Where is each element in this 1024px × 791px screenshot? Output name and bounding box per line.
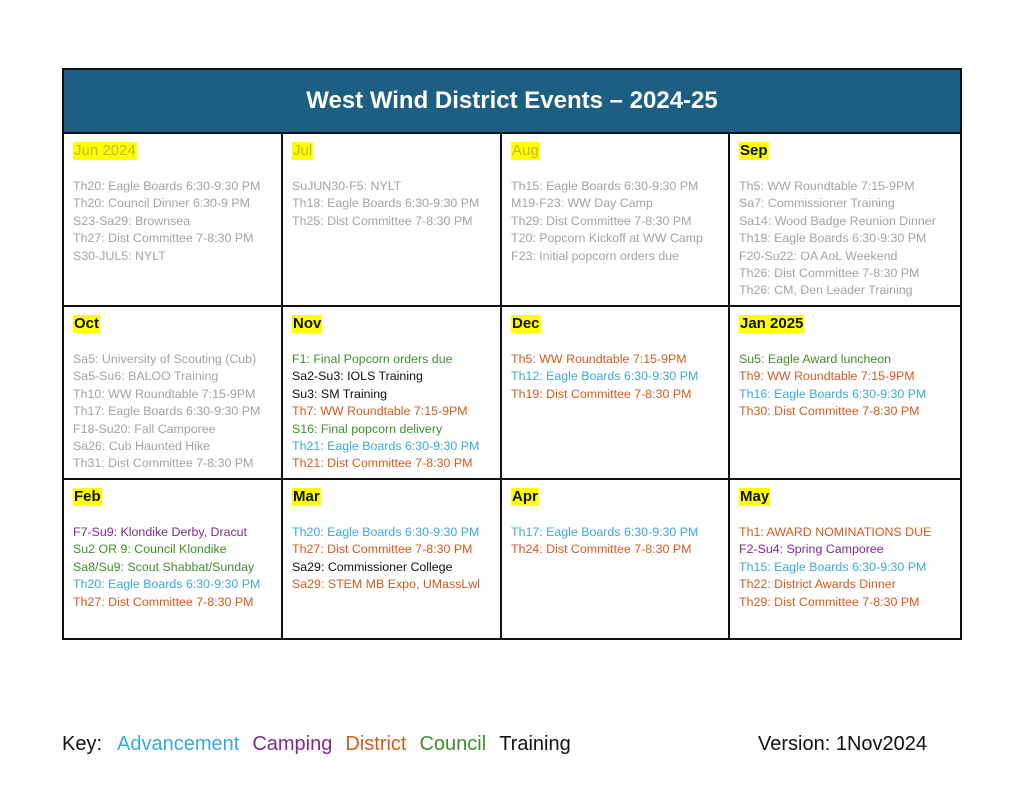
event-list	[73, 351, 273, 473]
month-cell-aug	[502, 134, 730, 307]
event-item: Sa7: Commissioner Training	[739, 196, 895, 211]
key-item-council: Council	[419, 733, 487, 755]
month-grid	[64, 134, 960, 640]
event-list	[739, 178, 952, 300]
event-item: Th21: Eagle Boards 6:30-9:30 PM	[292, 439, 480, 454]
month-title: Mar	[293, 488, 320, 505]
event-item: Th7: WW Roundtable 7:15-9PM	[292, 404, 468, 419]
event-item: Th5: WW Roundtable 7:15-9PM	[511, 352, 687, 366]
month-cell-oct	[64, 307, 283, 480]
event-item: Th27: Dist Committee 7-8:30 PM	[73, 231, 254, 246]
month-title: Jan 2025	[740, 315, 804, 332]
event-item: Th1: AWARD NOMINATIONS DUE	[739, 525, 932, 539]
event-item: S16: Final popcorn delivery	[292, 421, 443, 436]
key-item-advancement: Advancement	[117, 733, 240, 755]
month-cell-sep	[730, 134, 960, 307]
key-label: Key:	[62, 733, 103, 755]
event-item: Sa29: Commissioner College	[292, 559, 453, 574]
event-item: S23-Sa29: Brownsea	[73, 213, 191, 228]
event-item: Th20: Eagle Boards 6:30-9:30 PM	[292, 525, 480, 539]
event-item: Th26: Dist Committee 7-8:30 PM	[739, 266, 920, 281]
event-item: F23: Initial popcorn orders due	[511, 248, 680, 263]
event-item: Th24: Dist Committee 7-8:30 PM	[511, 542, 692, 557]
month-title: Jul	[293, 142, 313, 159]
event-item: Sa14: Wood Badge Reunion Dinner	[739, 213, 936, 228]
month-title: Dec	[512, 315, 540, 332]
event-item: Th29: Dist Committee 7-8:30 PM	[739, 594, 920, 609]
event-item: Sa5: University of Scouting (Cub)	[73, 352, 257, 366]
month-title: Sep	[740, 142, 768, 159]
event-item: Sa2-Su3: IOLS Training	[292, 369, 423, 384]
event-list	[511, 351, 720, 403]
month-cell-mar	[283, 480, 502, 640]
event-item: Th15: Eagle Boards 6:30-9:30 PM	[739, 559, 927, 574]
month-title: Nov	[293, 315, 322, 332]
event-item: Sa8/Su9: Scout Shabbat/Sunday	[73, 559, 255, 574]
month-cell-may	[730, 480, 960, 640]
event-item: T20: Popcorn Kickoff at WW Camp	[511, 231, 703, 246]
event-item: Sa26: Cub Haunted Hike	[73, 439, 211, 454]
event-item: F20-Su22: OA AoL Weekend	[739, 248, 898, 263]
event-item: Su5: Eagle Award luncheon	[739, 352, 892, 366]
month-cell-feb	[64, 480, 283, 640]
month-title: Feb	[74, 488, 101, 505]
event-item: Th31: Dist Committee 7-8:30 PM	[73, 456, 254, 471]
month-title: Aug	[512, 142, 539, 159]
event-list	[292, 178, 492, 230]
event-item: Sa29: STEM MB Expo, UMassLwl	[292, 577, 480, 592]
month-cell-jan-2025	[730, 307, 960, 480]
event-list	[292, 524, 492, 594]
month-cell-jul	[283, 134, 502, 307]
event-item: Th16: Eagle Boards 6:30-9:30 PM	[739, 386, 927, 401]
month-title: Jun 2024	[74, 142, 136, 159]
calendar-title: West Wind District Events – 2024-25	[306, 87, 718, 114]
version-label: Version: 1Nov2024	[758, 733, 928, 755]
event-item: Th12: Eagle Boards 6:30-9:30 PM	[511, 369, 699, 384]
key-item-district: District	[345, 733, 407, 755]
events-calendar	[62, 68, 962, 640]
event-item: F1: Final Popcorn orders due	[292, 352, 453, 366]
event-item: Th17: Eagle Boards 6:30-9:30 PM	[511, 525, 699, 539]
month-title: Apr	[512, 488, 538, 505]
event-item: Th15: Eagle Boards 6:30-9:30 PM	[511, 179, 699, 193]
event-item: Th19: Dist Committee 7-8:30 PM	[511, 386, 692, 401]
month-cell-apr	[502, 480, 730, 640]
event-item: Th17: Eagle Boards 6:30-9:30 PM	[73, 404, 261, 419]
event-item: Th20: Eagle Boards 6:30-9:30 PM	[73, 577, 261, 592]
event-item: Th19: Eagle Boards 6:30-9:30 PM	[739, 231, 927, 246]
event-item: Sa5-Su6: BALOO Training	[73, 369, 219, 384]
event-item: Th18: Eagle Boards 6:30-9:30 PM	[292, 196, 480, 211]
event-list	[73, 524, 273, 611]
key-items	[117, 733, 571, 756]
event-item: Th26: CM, Den Leader Training	[739, 283, 913, 298]
month-cell-nov	[283, 307, 502, 480]
event-item: Th21: Dist Committee 7-8:30 PM	[292, 456, 473, 471]
event-item: Th5: WW Roundtable 7:15-9PM	[739, 179, 915, 193]
event-item: Th27: Dist Committee 7-8:30 PM	[73, 594, 254, 609]
calendar-title-bar	[64, 70, 960, 134]
event-item: Th9: WW Roundtable 7:15-9PM	[739, 369, 915, 384]
event-item: Th20: Council Dinner 6:30-9 PM	[73, 196, 250, 211]
event-item: Th20: Eagle Boards 6:30-9:30 PM	[73, 179, 261, 193]
event-item: Th10: WW Roundtable 7:15-9PM	[73, 386, 256, 401]
event-item: S30-JUL5: NYLT	[73, 248, 166, 263]
event-item: SuJUN30-F5: NYLT	[292, 179, 402, 193]
event-list	[511, 178, 720, 265]
event-item: M19-F23: WW Day Camp	[511, 196, 653, 211]
color-key	[62, 733, 571, 756]
event-item: F18-Su20: Fall Camporee	[73, 421, 216, 436]
month-title: May	[740, 488, 770, 505]
event-item: Su2 OR 9: Council Klondike	[73, 542, 227, 557]
key-item-camping: Camping	[252, 733, 333, 755]
event-list	[739, 351, 952, 421]
event-item: Th22: District Awards Dinner	[739, 577, 896, 592]
month-cell-dec	[502, 307, 730, 480]
event-item: Th25: Dist Committee 7-8:30 PM	[292, 213, 473, 228]
event-list	[739, 524, 952, 611]
month-title: Oct	[74, 315, 100, 332]
event-item: Th30: Dist Committee 7-8:30 PM	[739, 404, 920, 419]
event-item: F2-Su4: Spring Camporee	[739, 542, 884, 557]
event-item: Su3: SM Training	[292, 386, 388, 401]
event-list	[511, 524, 720, 559]
key-item-training: Training	[499, 733, 571, 755]
month-cell-jun-2024	[64, 134, 283, 307]
event-item: Th29: Dist Committee 7-8:30 PM	[511, 213, 692, 228]
event-list	[292, 351, 492, 473]
event-item: F7-Su9: Klondike Derby, Dracut	[73, 525, 248, 539]
event-item: Th27: Dist Committee 7-8:30 PM	[292, 542, 473, 557]
event-list	[73, 178, 273, 265]
